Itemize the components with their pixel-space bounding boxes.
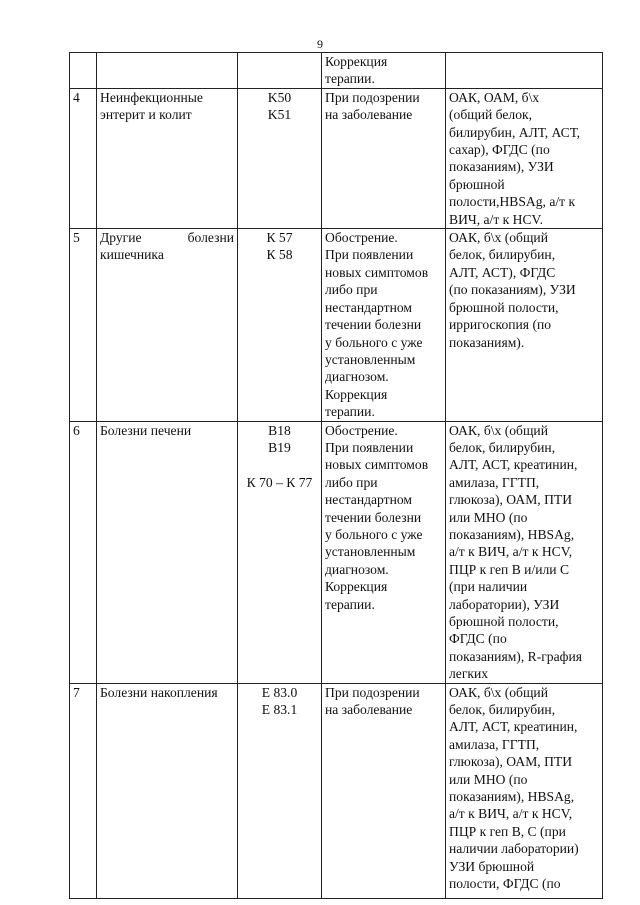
cell-text-line: сахар), ФГДС (по [449, 142, 550, 158]
cell-text-line: УЗИ брюшной [449, 858, 535, 874]
cell-text-line: глюкоза), ОАМ, ПТИ [449, 754, 573, 770]
cell-text-line: показаниям), HBSAg, [449, 526, 575, 542]
cell-text-line: нестандартном [325, 492, 413, 508]
cell-text-line: белок, билирубин, [449, 439, 556, 455]
disease-cell [97, 421, 238, 683]
cell-text-line: При появлении [325, 247, 414, 263]
cell-text-line: ОАК, ОАМ, б\х [449, 89, 540, 105]
cell-text-line: амилаза, ГГТП, [449, 736, 540, 752]
cell-text-line: билирубин, АЛТ, АСТ, [449, 124, 581, 140]
icd-code-cell [238, 683, 322, 898]
cell-text-line: терапии. [325, 404, 375, 420]
blank-line [241, 456, 318, 473]
diagnostics-table [69, 52, 603, 899]
cell-text-line: течении болезни [325, 317, 422, 333]
cell-text-line: При подозрении [325, 684, 420, 700]
cell-text-line: Болезни накопления [100, 684, 218, 700]
disease-cell [97, 88, 238, 228]
cell-text-line: При появлении [325, 439, 414, 455]
row-number-cell [70, 53, 97, 89]
cell-text-line: на заболевание [325, 702, 413, 718]
cell-text-line: K50 [267, 89, 292, 105]
cell-text-line: глюкоза), ОАМ, ПТИ [449, 492, 573, 508]
cell-text-line: показаниям), HBSAg, [449, 789, 575, 805]
cell-text-line: новых симптомов [325, 264, 429, 280]
cell-text-line: ВИЧ, а/т к HCV. [449, 211, 544, 227]
cell-text-line: терапии. [325, 596, 375, 612]
indication-cell [322, 53, 446, 89]
tests-cell [446, 229, 603, 421]
tests-cell [446, 683, 603, 898]
indication-cell [322, 88, 446, 228]
cell-text-line: Неинфекционные [100, 89, 203, 105]
cell-text-line: у больного с уже [325, 334, 423, 350]
disease-cell [97, 683, 238, 898]
cell-text-line: К 58 [266, 247, 293, 263]
cell-text-line: нестандартном [325, 299, 413, 315]
cell-text-line: АЛТ, АСТ, креатинин, [449, 457, 578, 473]
table-row [70, 229, 603, 421]
cell-text-line: ОАК, б\х (общий [449, 422, 548, 438]
cell-text-line: брюшной полости, [449, 299, 559, 315]
cell-text-line: наличии лаборатории) [449, 841, 579, 857]
tests-cell [446, 53, 603, 89]
cell-text-line: ОАК, б\х (общий [449, 230, 548, 246]
indication-cell [322, 421, 446, 683]
table-row [70, 683, 603, 898]
disease-cell [97, 53, 238, 89]
indication-cell [322, 229, 446, 421]
cell-text-line: показаниям). [449, 334, 525, 350]
cell-text-line: у больного с уже [325, 526, 423, 542]
icd-code-cell [238, 421, 322, 683]
cell-text-line: на заболевание [325, 107, 413, 123]
cell-text-line: К 70 – К 77 [246, 474, 313, 490]
cell-text-line: белок, билирубин, [449, 702, 556, 718]
cell-text-line: показаниям), УЗИ [449, 159, 554, 175]
cell-text-line: энтерит и колит [100, 107, 192, 123]
cell-text-line: АЛТ, АСТ), ФГДС [449, 264, 556, 280]
cell-text-line: а/т к ВИЧ, а/т к HCV, [449, 544, 573, 560]
cell-text-line: а/т к ВИЧ, а/т к HCV, [449, 806, 573, 822]
cell-text-line: K51 [267, 107, 292, 123]
cell-text-line: либо при [325, 282, 378, 298]
cell-text-line: легких [449, 666, 489, 682]
cell-text-line: белок, билирубин, [449, 247, 556, 263]
table-row [70, 53, 603, 89]
cell-text-line: Болезни печени [100, 422, 192, 438]
row-number-cell: 5 [70, 229, 97, 421]
icd-code-cell [238, 88, 322, 228]
cell-text-line: ПЦР к геп В, С (при [449, 823, 566, 839]
cell-text-line: полости,HBSAg, а/т к [449, 194, 576, 210]
cell-text-line: или МНО (по [449, 771, 528, 787]
cell-text-line: (по показаниям), УЗИ [449, 282, 576, 298]
cell-text-line: ОАК, б\х (общий [449, 684, 548, 700]
cell-text-line: лаборатории), УЗИ [449, 596, 560, 612]
cell-text-line: течении болезни [325, 509, 422, 525]
cell-text-line: либо при [325, 474, 378, 490]
cell-text-line: К 57 [266, 230, 293, 246]
row-number-cell: 4 [70, 88, 97, 228]
disease-cell [97, 229, 238, 421]
icd-code-cell [238, 229, 322, 421]
tests-cell [446, 88, 603, 228]
cell-text-line: установленным [325, 351, 416, 367]
cell-text-line: При подозрении [325, 89, 420, 105]
cell-text-line: Коррекция [325, 579, 388, 595]
cell-text-line: (общий белок, [449, 107, 533, 123]
cell-text-line: брюшной [449, 176, 505, 192]
cell-text-line: диагнозом. [325, 369, 389, 385]
page-number: 9 [317, 37, 323, 51]
cell-text-line: Коррекция [325, 386, 388, 402]
cell-text-line: ирригоскопия (по [449, 317, 552, 333]
cell-text-line: Обострение. [325, 422, 398, 438]
cell-text-line: новых симптомов [325, 457, 429, 473]
cell-text-line: показаниям), R-графия [449, 648, 582, 664]
cell-text-line: Коррекция [325, 54, 388, 69]
row-number-cell: 7 [70, 683, 97, 898]
cell-text-line: установленным [325, 544, 416, 560]
icd-code-cell [238, 53, 322, 89]
tests-cell [446, 421, 603, 683]
cell-text-line: Другие болезни [100, 230, 234, 246]
cell-text-line: Е 83.1 [261, 702, 298, 718]
indication-cell [322, 683, 446, 898]
cell-text-line: ПЦР к геп В и/или С [449, 561, 570, 577]
cell-text-line: терапии. [325, 71, 375, 87]
cell-text-line: кишечника [100, 247, 164, 263]
row-number-cell: 6 [70, 421, 97, 683]
cell-text-line: АЛТ, АСТ, креатинин, [449, 719, 578, 735]
cell-text-line: или МНО (по [449, 509, 528, 525]
cell-text-line: B19 [268, 439, 291, 455]
cell-text-line: ФГДС (по [449, 631, 507, 647]
cell-text-line: брюшной полости, [449, 614, 559, 629]
cell-text-line: B18 [268, 422, 291, 438]
cell-text-line: (при наличии [449, 579, 528, 595]
table-row [70, 88, 603, 228]
cell-text-line: Е 83.0 [261, 684, 298, 700]
cell-text-line: Обострение. [325, 230, 398, 246]
cell-text-line: полости, ФГДС (по [449, 876, 561, 892]
cell-text-line: диагнозом. [325, 561, 389, 577]
cell-text-line: амилаза, ГГТП, [449, 474, 540, 490]
table-row [70, 421, 603, 683]
